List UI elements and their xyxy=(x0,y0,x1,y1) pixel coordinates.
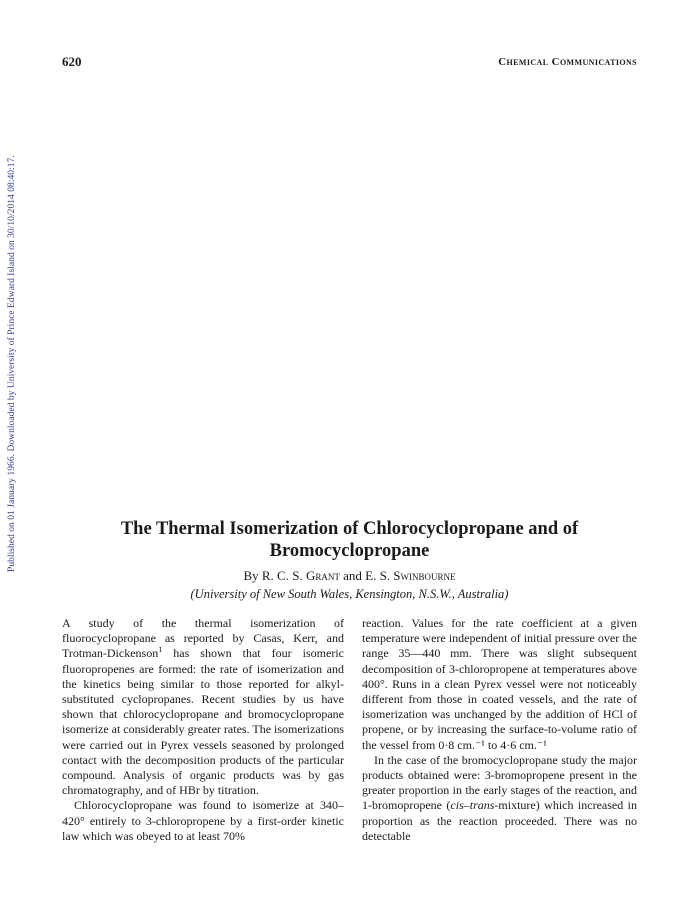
title-line-2: Bromocyclopropane xyxy=(269,541,430,561)
author-swinbourne: E. S. Swinbourne xyxy=(365,568,456,583)
right-column xyxy=(362,616,637,844)
cis-trans-italic: cis–trans xyxy=(450,798,495,813)
author-grant: R. C. S. Grant xyxy=(261,568,340,583)
download-watermark xyxy=(6,92,20,572)
left-column xyxy=(62,616,344,844)
bromo-text-cont: -mixture) which increased in proportion as the reaction proceeded. There was no detectable xyxy=(362,798,637,843)
page-number: 620 xyxy=(62,54,82,69)
article-title xyxy=(62,518,637,562)
intro-text-cont: has shown that four isomeric fluoropropenes are formed: the rate of isomerization and the kinetics being similar to those reported for alkyl-substituted cyclopropanes. Recent studies by us have shown that chlorocyclopropane and bromocyclopropane isomerize at considerably greater rates. The isomerizations were carried out in Pyrex vessels seasoned by prolonged contact with the decomposition products of the particular compound. Analysis of organic products was by gas chromatography, and of HBr by titration. xyxy=(62,646,344,798)
download-watermark-text: Published on 01 January 1966. Downloaded by University of Prince Edward Island on 30/10/2014 08:40:17. xyxy=(6,155,17,572)
paragraph-chloro: Chlorocyclopropane was found to isomerize at 340–420° entirely to 3-chloropropene by a first-order kinetic law which was obeyed to at least 70% xyxy=(62,798,344,843)
running-head: Chemical Communications xyxy=(498,56,637,68)
bromo-text: In the case of the bromocyclopropane study the major products obtained were: 3-bromopropene present in the greater proportion in the early stages of the reaction, and 1-bromopropene ( xyxy=(362,752,637,813)
paragraph-bromo xyxy=(362,753,637,844)
author-line xyxy=(62,568,637,584)
affiliation: (University of New South Wales, Kensington, N.S.W., Australia) xyxy=(190,587,509,601)
by-label: By xyxy=(243,568,259,583)
title-line-1: The Thermal Isomerization of Chlorocyclopropane and of xyxy=(120,519,579,539)
reference-1: 1 xyxy=(158,645,163,655)
paragraph-intro xyxy=(62,616,344,798)
intro-text: A study of the thermal isomerization of fluorocyclopropane as reported by Casas, Kerr, and Trotman-Dickenson xyxy=(62,616,344,661)
paragraph-rate: reaction. Values for the rate coefficient at a given temperature were independent of initial pressure over the range 35—440 mm. There was slight subsequent decomposition of 3-chloropropene at temperatures above 400°. Runs in a clean Pyrex vessel were not noticeably different from those in coated vessels, and the rate of isomerization was unchanged by the addition of HCl of propene, or by increasing the surface-to-volume ratio of the vessel from 0·8 cm.⁻¹ to 4·6 cm.⁻¹ xyxy=(362,616,637,752)
and-label: and xyxy=(343,568,362,583)
